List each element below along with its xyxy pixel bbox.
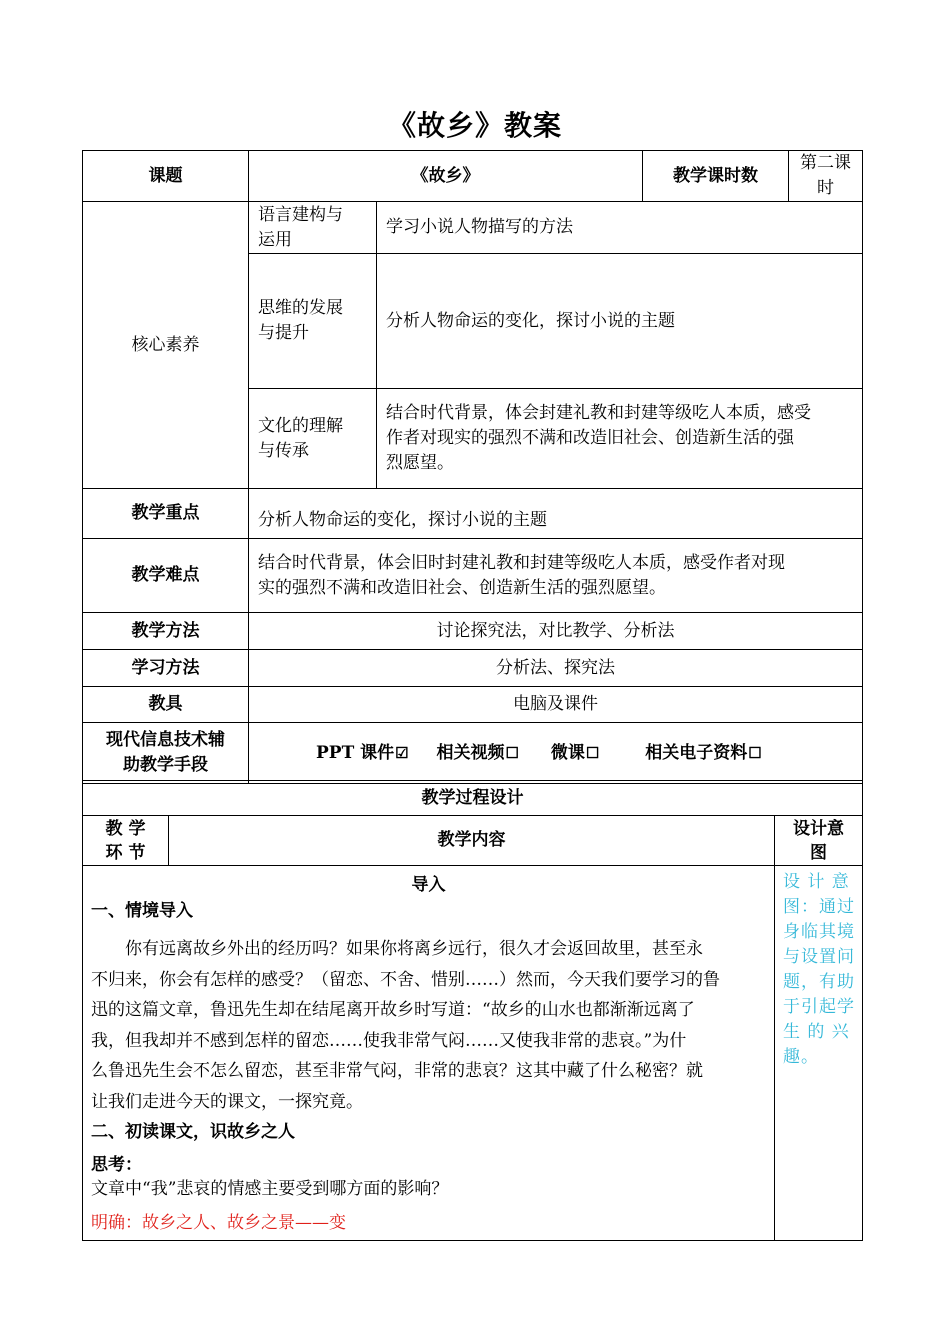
teaching-method-value: 讨论探究法，对比教学、分析法 <box>249 613 863 650</box>
microlesson-checkbox-icon: ☐ <box>585 743 600 762</box>
core-desc-thinking: 分析人物命运的变化，探讨小说的主题 <box>377 254 863 389</box>
difficulty-row <box>83 539 863 613</box>
topic-label: 课题 <box>83 151 249 202</box>
process-header-row <box>83 816 863 866</box>
video-checkbox-icon: ☐ <box>505 743 519 762</box>
process-table <box>82 780 863 1241</box>
difficulty-label: 教学难点 <box>83 539 249 613</box>
design-intent: 设 计 意 图：通过 身临其境 与设置问 题，有助 于引起学 生 的 兴 趣。 <box>775 866 863 1241</box>
option-video: 相关视频☐ <box>436 742 519 763</box>
process-title: 教学过程设计 <box>83 781 863 816</box>
intent-header: 设计意 图 <box>775 816 863 866</box>
hours-label: 教学课时数 <box>643 151 789 202</box>
learning-method-row <box>83 650 863 687</box>
key-point-label: 教学重点 <box>83 489 249 539</box>
section-1-heading: 一、情境导入 <box>91 901 193 921</box>
core-name-culture: 文化的理解 与传承 <box>249 389 377 489</box>
option-e-materials: 相关电子资料☐ <box>645 742 762 763</box>
core-name-thinking: 思维的发展 与提升 <box>249 254 377 389</box>
option-microlesson: 微课☐ <box>550 742 600 763</box>
core-desc-culture: 结合时代背景，体会封建礼教和封建等级吃人本质，感受 作者对现实的强烈不满和改造旧社会、创造新生活的强 烈愿望。 <box>377 389 863 489</box>
topic-value: 《故乡》 <box>249 151 643 202</box>
teaching-method-label: 教学方法 <box>83 613 249 650</box>
it-means-options <box>249 723 863 784</box>
tools-label: 教具 <box>83 687 249 723</box>
answer-text: 明确：故乡之人、故乡之景——变 <box>91 1213 346 1233</box>
think-label: 思考： <box>91 1155 142 1175</box>
lesson-info-table <box>82 150 863 784</box>
e-materials-checkbox-icon: ☐ <box>748 743 762 762</box>
hours-value: 第二课 时 <box>789 151 863 202</box>
core-label: 核心素养 <box>83 202 249 489</box>
document-title: 《故乡》教案 <box>387 109 562 142</box>
learning-method-label: 学习方法 <box>83 650 249 687</box>
intro-paragraph: 你有远离故乡外出的经历吗？如果你将离乡远行，很久才会返回故里，甚至永 不归来，你会有怎样的感受？（留恋、不舍、惜别……）然而，今天我们要学习的鲁 迅的这篇文章，鲁迅先生却在结尾离开故乡时写道：“故乡的山水也都渐渐远离了 我，但我却并不感到怎样的留恋……使我非常气闷……又使我非常的悲哀。”为什 么鲁迅先生会不怎么留恋，甚至非常气闷，非常的悲哀？这其中藏了什么秘密？就 让我们走进今天的课文，一探究竟。 <box>91 939 720 1112</box>
tools-row <box>83 687 863 723</box>
teaching-method-row <box>83 613 863 650</box>
topic-row <box>83 151 863 202</box>
process-content <box>83 866 775 1241</box>
tools-value: 电脑及课件 <box>249 687 863 723</box>
option-ppt: PPT 课件☑ <box>316 742 409 763</box>
stage-header: 教 学 环 节 <box>83 816 169 866</box>
key-point-row <box>83 489 863 539</box>
it-means-label: 现代信息技术辅 助教学手段 <box>83 723 249 784</box>
think-question: 文章中“我”悲哀的情感主要受到哪方面的影响？ <box>91 1179 449 1199</box>
difficulty-value: 结合时代背景，体会旧时封建礼教和封建等级吃人本质，感受作者对现 实的强烈不满和改造旧社会、创造新生活的强烈愿望。 <box>249 539 863 613</box>
ppt-checkbox-icon: ☑ <box>395 743 409 762</box>
key-point-value: 分析人物命运的变化，探讨小说的主题 <box>249 489 863 539</box>
it-means-row <box>83 723 863 784</box>
intro-heading: 导入 <box>411 875 446 895</box>
core-row-language <box>83 202 863 254</box>
core-desc-language: 学习小说人物描写的方法 <box>377 202 863 254</box>
process-body-row <box>83 866 863 1241</box>
core-name-language: 语言建构与 运用 <box>249 202 377 254</box>
section-2-heading: 二、初读课文，识故乡之人 <box>91 1122 295 1142</box>
content-header: 教学内容 <box>169 816 775 866</box>
process-title-row <box>83 781 863 816</box>
learning-method-value: 分析法、探究法 <box>249 650 863 687</box>
